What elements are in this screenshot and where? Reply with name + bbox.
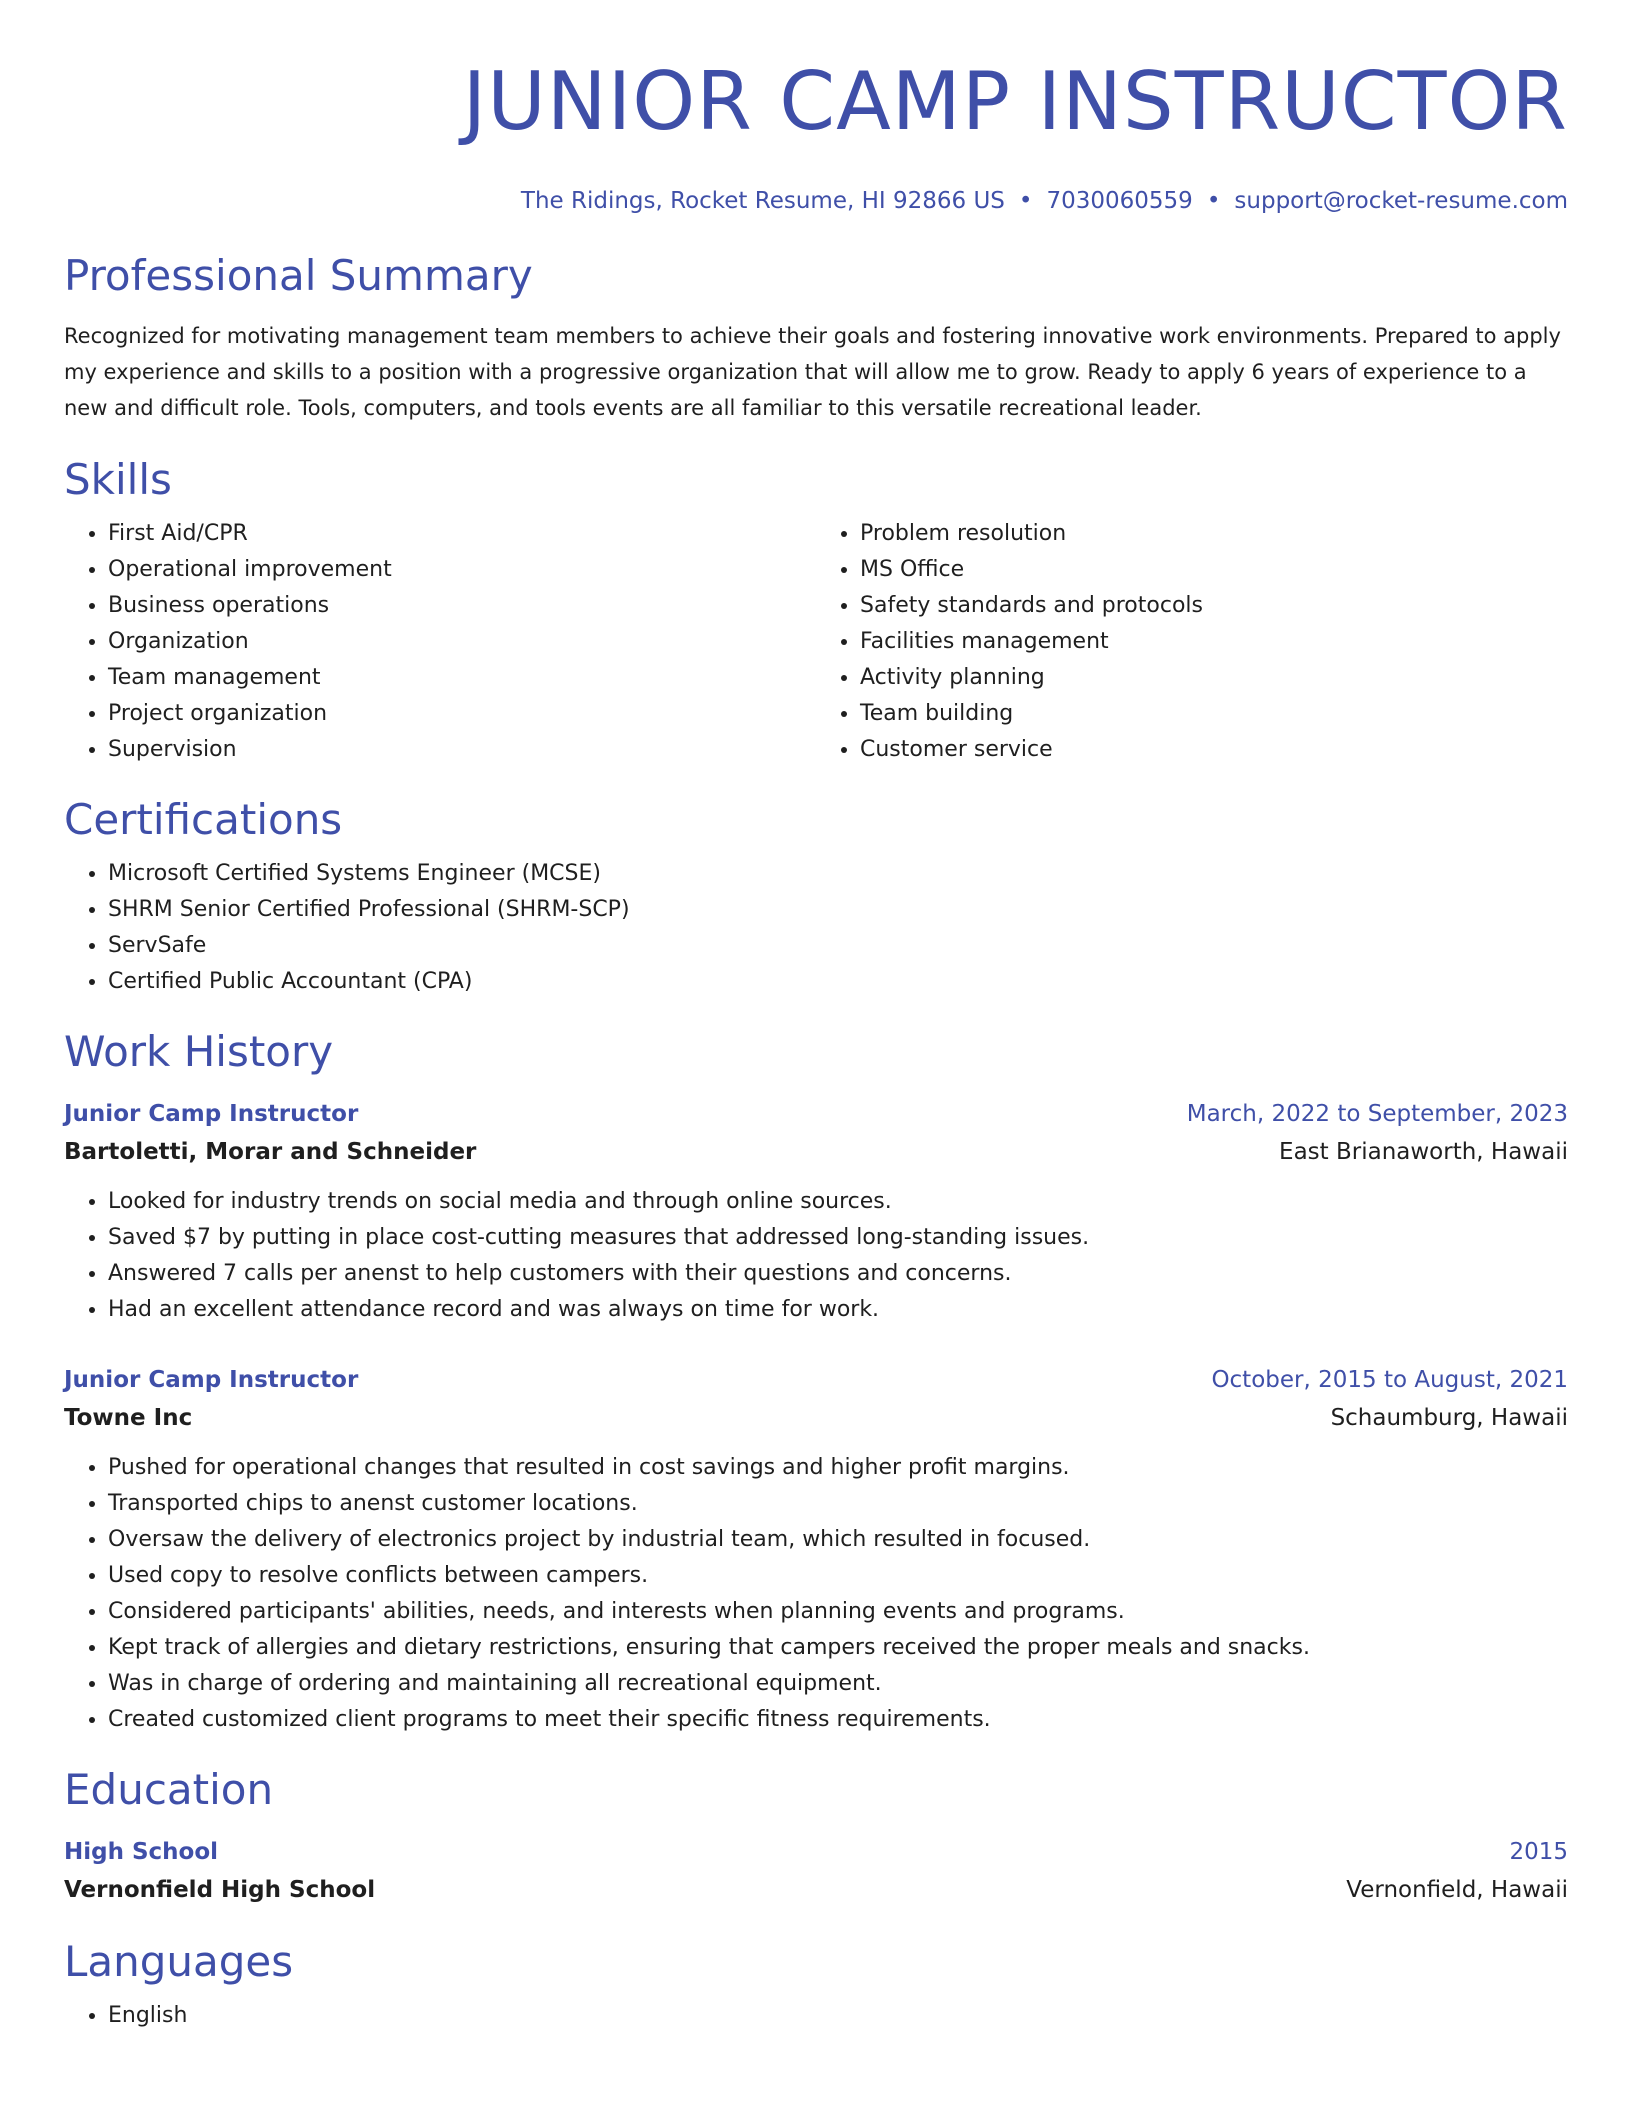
skill-item: • Safety standards and protocols <box>860 588 1568 624</box>
skill-item: • MS Office <box>860 552 1568 588</box>
skill-item: • Customer service <box>860 732 1568 768</box>
job-company-row <box>64 1398 1568 1438</box>
skills-list-left <box>64 516 816 768</box>
job-company: Bartoletti, Morar and Schneider <box>64 1139 477 1165</box>
languages-list <box>64 1998 1568 2034</box>
resume-header <box>64 52 1568 216</box>
job-bullet: • Used copy to resolve conflicts between campers. <box>108 1558 1568 1594</box>
job-bullet: • Pushed for operational changes that resulted in cost savings and higher profit margins. <box>108 1450 1568 1486</box>
skills-list-right <box>816 516 1568 768</box>
certification-item: • Certified Public Accountant (CPA) <box>108 964 1568 1000</box>
contact-address: The Ridings, Rocket Resume, HI 92866 US <box>520 188 1005 214</box>
job-bullet: • Created customized client programs to meet their specific fitness requirements. <box>108 1702 1568 1738</box>
certification-item: • SHRM Senior Certified Professional (SHRM-SCP) <box>108 892 1568 928</box>
certifications-heading: Certifications <box>64 795 343 844</box>
certifications-list <box>64 856 1568 1000</box>
job-header-row <box>64 1362 1568 1398</box>
job-header-row <box>64 1096 1568 1132</box>
skill-item: • Supervision <box>108 732 816 768</box>
job-bullet: • Oversaw the delivery of electronics project by industrial team, which resulted in focused. <box>108 1522 1568 1558</box>
education-location: Vernonfield, Hawaii <box>1346 1877 1568 1903</box>
skill-item: • Project organization <box>108 696 816 732</box>
job-bullet: • Had an excellent attendance record and was always on time for work. <box>108 1292 1568 1328</box>
education-header-row <box>64 1834 1568 1870</box>
education-entry <box>64 1834 1568 1910</box>
job-title: Junior Camp Instructor <box>64 1101 359 1127</box>
education-year: 2015 <box>1509 1839 1568 1865</box>
job-bullets <box>64 1184 1568 1328</box>
skill-item: • Team management <box>108 660 816 696</box>
education-heading: Education <box>64 1765 274 1814</box>
job-title: Junior Camp Instructor <box>64 1367 359 1393</box>
job-bullet: • Kept track of allergies and dietary restrictions, ensuring that campers received the proper meals and snacks. <box>108 1630 1568 1666</box>
job-bullets <box>64 1450 1568 1738</box>
skills-heading: Skills <box>64 455 172 504</box>
candidate-name: JUNIOR CAMP INSTRUCTOR <box>462 55 1568 148</box>
contact-separator: • <box>1018 188 1033 214</box>
skill-item: • Facilities management <box>860 624 1568 660</box>
languages-heading: Languages <box>64 1937 294 1986</box>
contact-line <box>64 186 1568 216</box>
job-entry <box>64 1362 1568 1738</box>
skill-item: • Business operations <box>108 588 816 624</box>
summary-text: Recognized for motivating management team members to achieve their goals and fostering innovative work environments. Prepared to apply my experience and skills to a position with a progressive organization that will allow me to grow. Ready to apply 6 years of experience to a new and difficult role. Tools, computers, and tools events are all familiar to this versatile recreational leader. <box>64 324 1561 420</box>
skill-item: • Activity planning <box>860 660 1568 696</box>
job-bullet: • Considered participants' abilities, needs, and interests when planning events and programs. <box>108 1594 1568 1630</box>
education-school: Vernonfield High School <box>64 1877 376 1903</box>
language-item: • English <box>108 1998 1568 2034</box>
skills-columns <box>64 516 1568 768</box>
certification-item: • ServSafe <box>108 928 1568 964</box>
job-entry <box>64 1096 1568 1328</box>
job-location: East Brianaworth, Hawaii <box>1279 1139 1568 1165</box>
job-bullet: • Answered 7 calls per anenst to help customers with their questions and concerns. <box>108 1256 1568 1292</box>
education-school-row <box>64 1870 1568 1910</box>
skill-item: • Team building <box>860 696 1568 732</box>
job-company: Towne Inc <box>64 1405 193 1431</box>
education-degree: High School <box>64 1839 219 1865</box>
skill-item: • First Aid/CPR <box>108 516 816 552</box>
skill-item: • Organization <box>108 624 816 660</box>
job-bullet: • Was in charge of ordering and maintaining all recreational equipment. <box>108 1666 1568 1702</box>
job-location: Schaumburg, Hawaii <box>1330 1405 1568 1431</box>
contact-separator: • <box>1206 188 1221 214</box>
skill-item: • Operational improvement <box>108 552 816 588</box>
job-bullet: • Looked for industry trends on social media and through online sources. <box>108 1184 1568 1220</box>
summary-heading: Professional Summary <box>64 251 533 300</box>
job-dates: October, 2015 to August, 2021 <box>1211 1367 1568 1393</box>
job-bullet: • Transported chips to anenst customer locations. <box>108 1486 1568 1522</box>
skill-item: • Problem resolution <box>860 516 1568 552</box>
job-company-row <box>64 1132 1568 1172</box>
contact-phone: 7030060559 <box>1046 188 1193 214</box>
job-bullet: • Saved $7 by putting in place cost-cutting measures that addressed long-standing issues. <box>108 1220 1568 1256</box>
contact-email[interactable]: support@rocket-resume.com <box>1234 188 1568 214</box>
certification-item: • Microsoft Certified Systems Engineer (MCSE) <box>108 856 1568 892</box>
job-dates: March, 2022 to September, 2023 <box>1186 1101 1568 1127</box>
work-history-heading: Work History <box>64 1027 334 1076</box>
